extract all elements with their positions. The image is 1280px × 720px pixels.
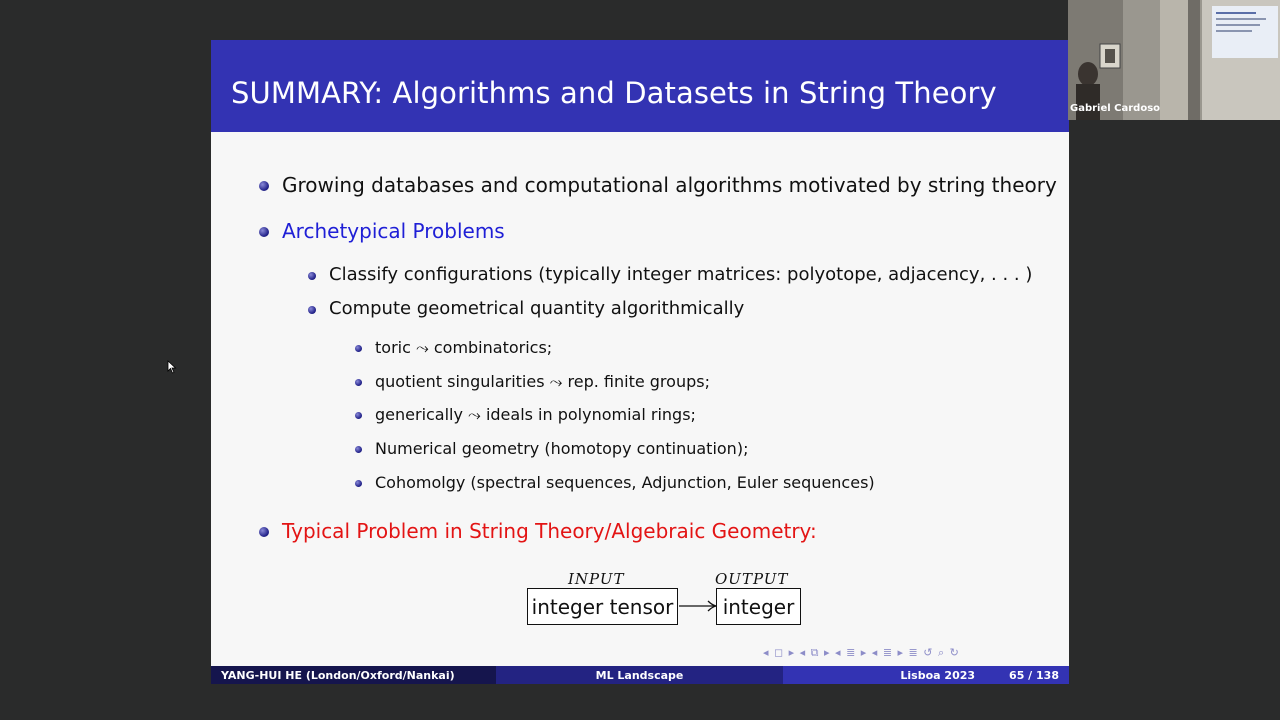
bullet-compute-geometrical: Compute geometrical quantity algorithmically (329, 298, 745, 319)
beamer-navigation-icons[interactable]: ◂ ◻ ▸ ◂ ⧉ ▸ ◂ ≣ ▸ ◂ ≣ ▸ ≣ ↺ ⌕ ↻ (763, 646, 960, 659)
bullet-icon (259, 181, 269, 191)
bullet-icon (259, 527, 269, 537)
bullet-icon (259, 227, 269, 237)
bullet-icon (355, 379, 362, 386)
presentation-slide (211, 40, 1069, 684)
footer-talk-title: ML Landscape (496, 666, 783, 684)
bullet-icon (308, 306, 316, 314)
footer-author: YANG-HUI HE (London/Oxford/Nankai) (211, 666, 496, 684)
right-arrow-icon (678, 598, 718, 614)
bullet-typical-problem: Typical Problem in String Theory/Algebraic Geometry: (282, 519, 817, 543)
bullet-generically: generically ⤳ ideals in polynomial rings; (375, 405, 696, 424)
input-label: INPUT (568, 570, 625, 588)
slide-footer (211, 666, 1069, 684)
footer-page-number: 65 / 138 (1009, 668, 1059, 682)
bullet-archetypical-problems: Archetypical Problems (282, 219, 505, 243)
bullet-icon (355, 480, 362, 487)
footer-venue: Lisboa 2023 (900, 668, 976, 682)
mouse-cursor-icon (167, 360, 177, 374)
bullet-cohomology: Cohomolgy (spectral sequences, Adjunction, Euler sequences) (375, 473, 875, 492)
slide-header (211, 40, 1069, 132)
output-label: OUTPUT (715, 570, 789, 588)
bullet-icon (308, 272, 316, 280)
bullet-classify-configurations: Classify configurations (typically integer matrices: polyotope, adjacency, . . . ) (329, 264, 1033, 285)
input-box: integer tensor (527, 588, 678, 625)
webcam-video (1068, 0, 1280, 120)
bullet-icon (355, 412, 362, 419)
bullet-databases: Growing databases and computational algorithms motivated by string theory (282, 173, 1057, 197)
bullet-quotient-singularities: quotient singularities ⤳ rep. finite groups; (375, 372, 710, 391)
bullet-icon (355, 446, 362, 453)
participant-name: Gabriel Cardoso (1070, 103, 1161, 114)
output-box: integer (716, 588, 801, 625)
webcam-thumbnail[interactable] (1068, 0, 1280, 120)
bullet-numerical-geometry: Numerical geometry (homotopy continuation); (375, 439, 749, 458)
bullet-icon (355, 345, 362, 352)
footer-right (783, 666, 1069, 684)
bullet-toric: toric ⤳ combinatorics; (375, 338, 553, 357)
slide-title: SUMMARY: Algorithms and Datasets in String Theory (231, 76, 997, 110)
